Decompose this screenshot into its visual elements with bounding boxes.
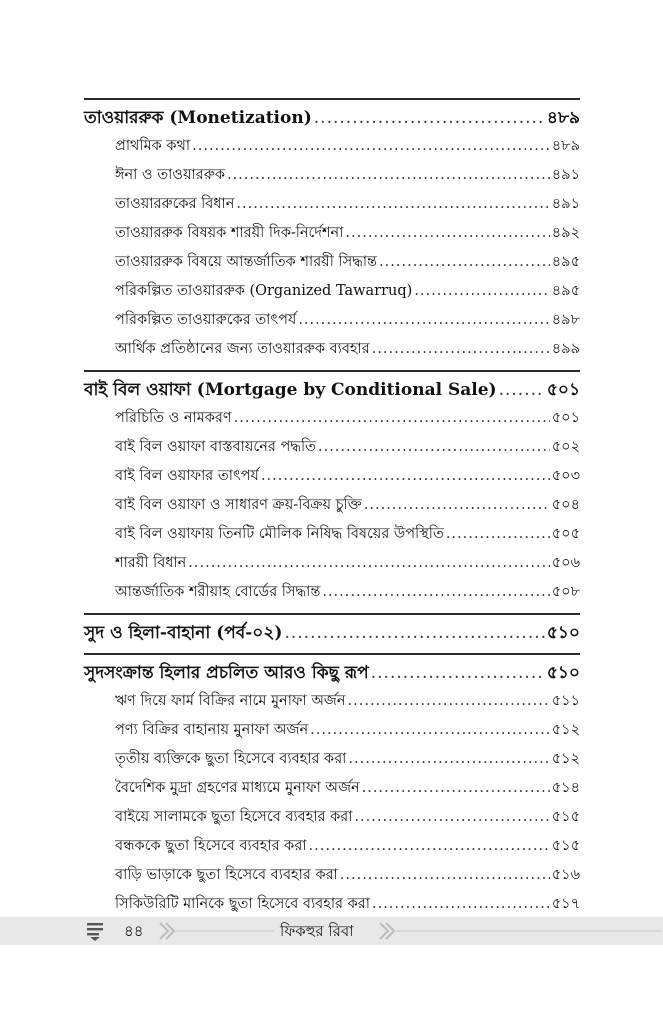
chapter-title: তাওয়াররুক (Monetization) <box>84 108 312 128</box>
dot-leader <box>340 861 550 890</box>
dot-leader <box>371 659 545 687</box>
subentry-page-number: ৫১২ <box>551 722 580 738</box>
chapter-page-number: ৪৮৯ <box>546 108 580 128</box>
subentry-page-number: ৪৯৫ <box>551 283 580 299</box>
toc-chapter-entry[interactable] <box>84 659 580 687</box>
toc-subentry[interactable] <box>84 190 580 219</box>
dot-leader <box>261 462 550 491</box>
toc-chapter-entry[interactable] <box>84 104 580 132</box>
chapter-title: বাই বিল ওয়াফা (Mortgage by Conditional Sale) <box>84 380 497 400</box>
subentry-title: বাইয়ে সালামকে ছুতা হিসেবে ব্যবহার করা <box>115 809 353 825</box>
subentry-page-number: ৪৯১ <box>551 167 580 183</box>
subentry-title: শারয়ী বিধান <box>115 555 187 571</box>
section-divider <box>84 653 580 655</box>
subentry-title: বাড়ি ভাড়াকে ছুতা হিসেবে ব্যবহার করা <box>115 867 338 883</box>
dot-leader <box>348 745 549 774</box>
toc-subentry[interactable] <box>84 335 580 364</box>
subentry-page-number: ৪৯৮ <box>551 312 580 328</box>
subentry-title: বাই বিল ওয়াফা ও সাধারণ ক্রয়-বিক্রয় চুক্তি <box>115 497 362 513</box>
toc-subentry[interactable] <box>84 219 580 248</box>
subentry-page-number: ৫০৮ <box>551 584 580 600</box>
toc-subentry[interactable] <box>84 687 580 716</box>
toc-subentry[interactable] <box>84 578 580 607</box>
subentry-page-number: ৫১৫ <box>551 809 580 825</box>
subentry-title: সিকিউরিটি মানিকে ছুতা হিসেবে ব্যবহার করা <box>115 896 370 912</box>
dot-leader <box>309 832 550 861</box>
subentry-page-number: ৫১১ <box>551 693 580 709</box>
subentry-title: বাই বিল ওয়াফার তাৎপর্য <box>115 468 259 484</box>
subentry-title: আর্থিক প্রতিষ্ঠানের জন্য তাওয়াররুক ব্যবহার <box>115 341 370 357</box>
subentry-title: তাওয়াররুকের বিধান <box>115 196 235 212</box>
chapter-page-number: ৫১০ <box>546 623 580 643</box>
toc-subentry[interactable] <box>84 248 580 277</box>
toc-subentry[interactable] <box>84 890 580 919</box>
chapter-page-number: ৫০১ <box>546 380 580 400</box>
subentry-title: তাওয়াররুক বিষয়ক শারয়ী দিক-নির্দেশনা <box>115 225 344 241</box>
subentry-page-number: ৫১৬ <box>551 867 580 883</box>
subentry-page-number: ৪৯৯ <box>551 341 580 357</box>
subentry-title: তাওয়াররুক বিষয়ে আন্তর্জাতিক শারয়ী সিদ্ধান্ত <box>115 254 378 270</box>
ornament-right <box>378 917 663 945</box>
dot-leader <box>188 549 549 578</box>
dot-leader <box>354 803 549 832</box>
dot-leader <box>345 219 549 248</box>
page-footer <box>0 917 663 945</box>
toc-subentry[interactable] <box>84 832 580 861</box>
subentry-title: পরিকল্পিত তাওয়াররুক (Organized Tawarruq) <box>115 283 413 299</box>
dot-leader <box>379 248 550 277</box>
toc-subentry[interactable] <box>84 803 580 832</box>
book-menu-icon <box>86 920 106 942</box>
subentry-title: তৃতীয় ব্যক্তিকে ছুতা হিসেবে ব্যবহার করা <box>115 751 347 767</box>
dot-leader <box>234 404 550 433</box>
subentry-page-number: ৫০৩ <box>551 468 580 484</box>
table-of-contents <box>84 92 580 919</box>
subentry-title: বৈদেশিক মুদ্রা গ্রহণের মাধ্যমে মুনাফা অর্জন <box>115 780 360 796</box>
chapter-page-number: ৫১০ <box>546 663 580 683</box>
toc-subentry[interactable] <box>84 774 580 803</box>
toc-subentry[interactable] <box>84 549 580 578</box>
dot-leader <box>364 491 550 520</box>
subentry-title: পরিচিতি ও নামকরণ <box>115 410 232 426</box>
toc-subentry[interactable] <box>84 433 580 462</box>
dot-leader <box>318 433 550 462</box>
subentry-title: পরিকল্পিত তাওয়ারুকের তাৎপর্য <box>115 312 297 328</box>
toc-subentry[interactable] <box>84 491 580 520</box>
toc-subentry[interactable] <box>84 861 580 890</box>
toc-subentry[interactable] <box>84 277 580 306</box>
subentry-title: ঈনা ও তাওয়াররুক <box>115 167 225 183</box>
dot-leader <box>322 578 549 607</box>
subentry-page-number: ৪৯২ <box>551 225 580 241</box>
subentry-title: প্রাথমিক কথা <box>115 138 191 154</box>
subentry-title: বন্ধককে ছুতা হিসেবে ব্যবহার করা <box>115 838 307 854</box>
dot-leader <box>348 687 550 716</box>
toc-subentry[interactable] <box>84 462 580 491</box>
toc-chapter-entry[interactable] <box>84 619 580 647</box>
subentry-page-number: ৫১৪ <box>551 780 580 796</box>
subentry-title: বাই বিল ওয়াফা বাস্তবায়নের পদ্ধতি <box>115 439 316 455</box>
subentry-page-number: ৫১২ <box>551 751 580 767</box>
toc-subentry[interactable] <box>84 520 580 549</box>
subentry-page-number: ৪৯৫ <box>551 254 580 270</box>
dot-leader <box>284 619 544 647</box>
dot-leader <box>298 306 549 335</box>
dot-leader <box>372 890 550 919</box>
toc-subentry[interactable] <box>84 132 580 161</box>
chapter-title: সুদ ও হিলা-বাহানা (পর্ব-০২) <box>84 623 283 643</box>
subentry-title: পণ্য বিক্রির বাহানায় মুনাফা অর্জন <box>115 722 309 738</box>
subentry-title: বাই বিল ওয়াফায় তিনটি মৌলিক নিষিদ্ধ বিষয়ের উপস্থিতি <box>115 526 444 542</box>
toc-subentry[interactable] <box>84 745 580 774</box>
dot-leader <box>227 161 550 190</box>
subentry-page-number: ৪৮৯ <box>551 138 580 154</box>
dot-leader <box>192 132 550 161</box>
dot-leader <box>310 716 550 745</box>
toc-subentry[interactable] <box>84 161 580 190</box>
subentry-page-number: ৫০৪ <box>551 497 580 513</box>
chapter-title: সুদসংক্রান্ত হিলার প্রচলিত আরও কিছু রূপ <box>84 663 369 683</box>
subentry-title: ঋণ দিয়ে ফার্ম বিক্রির নামে মুনাফা অর্জন <box>115 693 346 709</box>
subentry-page-number: ৫০১ <box>551 410 580 426</box>
dot-leader <box>372 335 550 364</box>
page-number: ৪৪ <box>124 922 144 940</box>
toc-chapter-entry[interactable] <box>84 376 580 404</box>
toc-subentry[interactable] <box>84 306 580 335</box>
dot-leader <box>446 520 550 549</box>
subentry-page-number: ৫০৬ <box>551 555 580 571</box>
toc-subentry[interactable] <box>84 404 580 433</box>
subentry-title: আন্তর্জাতিক শরীয়াহ বোর্ডের সিদ্ধান্ত <box>115 584 321 600</box>
dot-leader <box>414 277 549 306</box>
section-divider <box>84 98 580 100</box>
subentry-page-number: ৫০৫ <box>551 526 580 542</box>
dot-leader <box>362 774 550 803</box>
subentry-page-number: ৫১৫ <box>551 838 580 854</box>
subentry-page-number: ৫০২ <box>551 439 580 455</box>
dot-leader <box>499 376 545 404</box>
toc-subentry[interactable] <box>84 716 580 745</box>
section-divider <box>84 370 580 372</box>
ornament-left <box>158 917 278 945</box>
subentry-page-number: ৫১৭ <box>551 896 580 912</box>
section-divider <box>84 613 580 615</box>
dot-leader <box>314 104 545 132</box>
book-title: ফিকহুর রিবা <box>280 922 354 940</box>
subentry-page-number: ৪৯১ <box>551 196 580 212</box>
dot-leader <box>236 190 549 219</box>
